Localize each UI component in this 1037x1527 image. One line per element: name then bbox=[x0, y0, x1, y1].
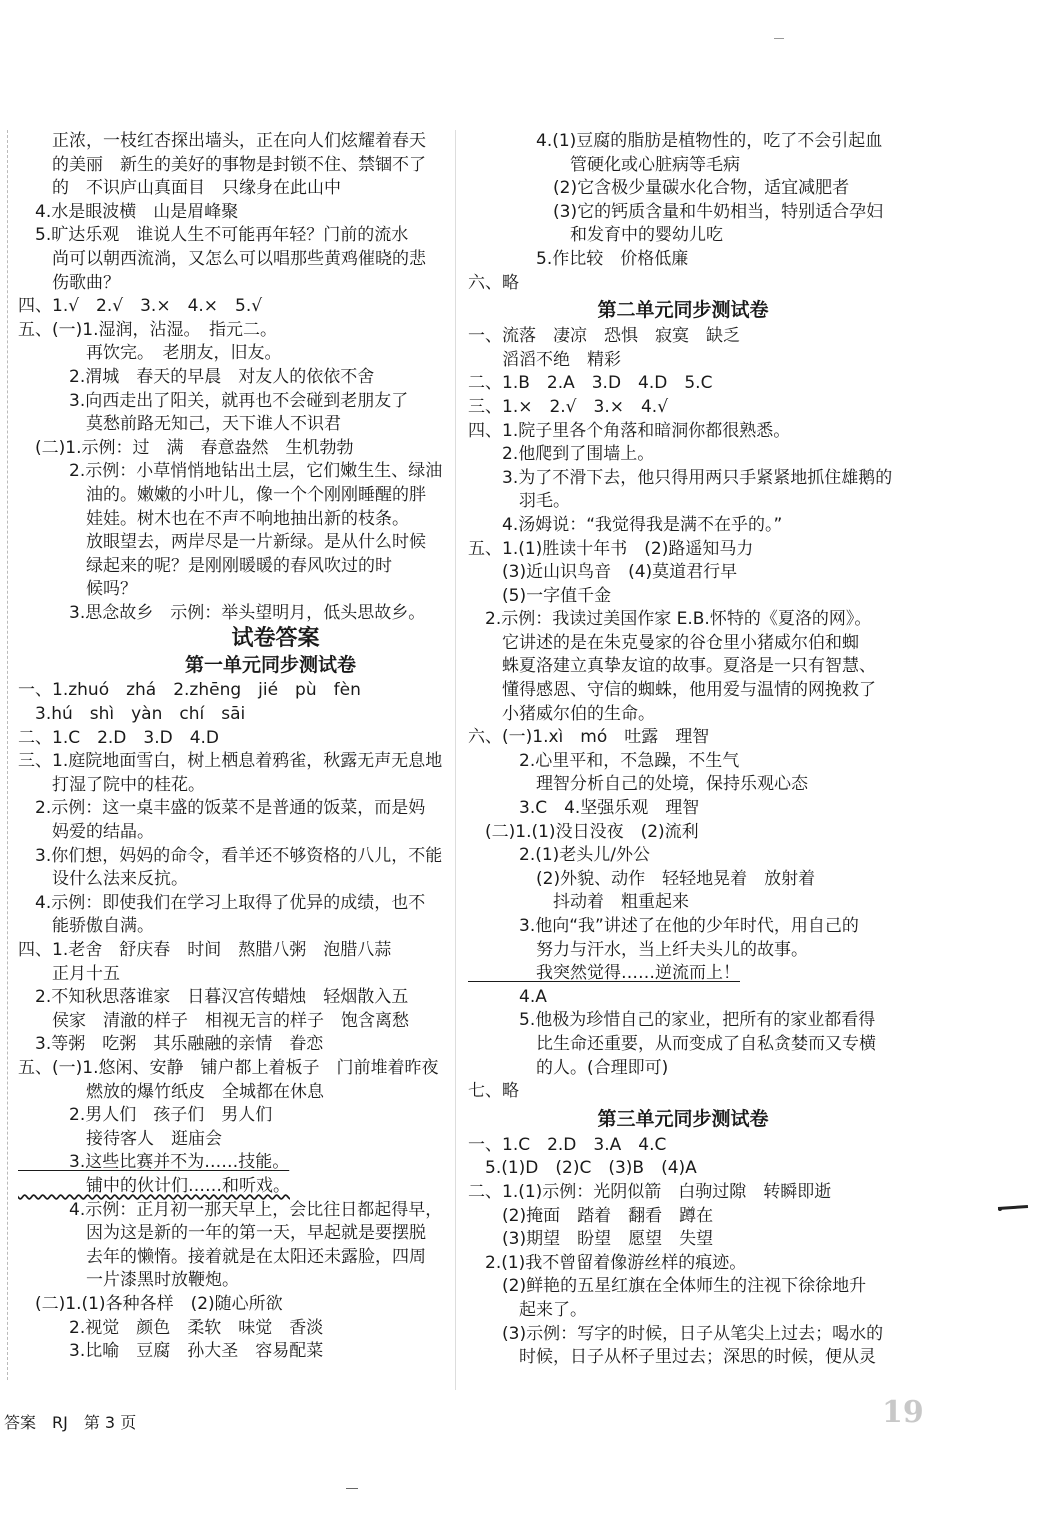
text-line: 2.(1)老头儿/外公 bbox=[468, 845, 651, 866]
wavy-underlined-line: 铺中的伙计们……和听戏。 bbox=[18, 1175, 290, 1196]
left-column bbox=[18, 130, 443, 1364]
text-line: 3.C 4.坚强乐观 理智 bbox=[468, 798, 700, 819]
text-line: 比生命还重要，从而变成了自私贪婪而又专横 bbox=[468, 1033, 876, 1054]
text-line: 去年的懒惰。接着就是在太阳还未露脸，四周 bbox=[18, 1246, 426, 1267]
text-line: (2)外貌、动作 轻轻地晃着 放射着 bbox=[468, 868, 816, 889]
text-line: (2)它含极少量碳水化合物，适宜减肥者 bbox=[468, 178, 850, 199]
text-line: (3)期望 盼望 愿望 失望 bbox=[468, 1229, 714, 1250]
text-line: 3.比喻 豆腐 孙大圣 容易配菜 bbox=[18, 1341, 324, 1362]
text-line: 2.示例：这一桌丰盛的饭菜不是普通的饭菜，而是妈 bbox=[18, 798, 426, 819]
underlined-line: 我突然觉得……逆流而上！ bbox=[468, 963, 740, 984]
text-line: 羽毛。 bbox=[468, 491, 570, 512]
text-line: 4.示例：正月初一那天早上，会比往日都起得早， bbox=[18, 1199, 443, 1220]
text-line: (二)1.(1)各种各样 (2)随心所欲 bbox=[18, 1293, 283, 1314]
text-line: 2.他爬到了围墙上。 bbox=[468, 444, 655, 465]
scan-mark bbox=[346, 1488, 358, 1489]
text-line: 三、1.庭院地面雪白，树上栖息着鸦雀，秋露无声无息地 bbox=[18, 751, 443, 772]
answers-title: 试卷答案 bbox=[231, 626, 320, 652]
text-line: 2.(1)我不曾留着像游丝样的痕迹。 bbox=[468, 1252, 747, 1273]
text-line: 一片漆黑时放鞭炮。 bbox=[18, 1270, 239, 1291]
text-line: 抖动着 粗重起来 bbox=[468, 892, 689, 913]
text-line: 因为这是新的一年的第一天，早起就是要摆脱 bbox=[18, 1223, 426, 1244]
text-line: 四、1.√ 2.√ 3.× 4.× 5.√ bbox=[18, 296, 263, 317]
text-line: 3.向西走出了阳关，就再也不会碰到老朋友了 bbox=[18, 390, 409, 411]
text-line: 2.示例：我读过美国作家 E.B.怀特的《夏洛的网》。 bbox=[468, 609, 872, 630]
text-line: 5.他极为珍惜自己的家业，把所有的家业都看得 bbox=[468, 1010, 876, 1031]
text-line: 五、(一)1.湿润，沾湿。 指元二。 bbox=[18, 319, 277, 340]
text-line: 二、1.B 2.A 3.D 4.D 5.C bbox=[468, 373, 713, 394]
text-line: 燃放的爆竹纸皮 全城都在休息 bbox=[18, 1081, 324, 1102]
text-line: 理智分析自己的处境，保持乐观心态 bbox=[468, 774, 808, 795]
text-line: 4.(1)豆腐的脂肪是植物性的，吃了不会引起血 bbox=[468, 131, 883, 151]
text-line: 2.视觉 颜色 柔软 味觉 香淡 bbox=[18, 1317, 324, 1338]
text-line: (二)1.示例：过 满 春意盎然 生机勃勃 bbox=[18, 437, 354, 458]
text-line: 侯家 清澈的样子 相视无言的样子 饱含离愁 bbox=[18, 1010, 409, 1031]
text-line: 三、1.× 2.√ 3.× 4.√ bbox=[468, 396, 669, 417]
text-line: 3.为了不滑下去，他只得用两只手紧紧地抓住雄鹅的 bbox=[468, 467, 893, 488]
text-line: (2)鲜艳的五星红旗在全体师生的注视下徐徐地升 bbox=[468, 1276, 867, 1297]
text-line: (5)一字值千金 bbox=[468, 585, 612, 606]
text-line: 的美丽 新生的美好的事物是封锁不住、禁锢不了 bbox=[18, 154, 426, 175]
text-line: 接待客人 逛庙会 bbox=[18, 1128, 222, 1149]
text-line: (二)1.(1)没日没夜 (2)流利 bbox=[468, 821, 699, 842]
text-line: 3.hú shì yàn chí sāi bbox=[18, 704, 246, 725]
text-line: 3.他向“我”讲述了在他的少年时代，用自己的 bbox=[468, 916, 859, 936]
text-line: 再饮完。 老朋友，旧友。 bbox=[18, 343, 282, 364]
column-divider bbox=[455, 130, 456, 1390]
margin-rule bbox=[7, 130, 8, 1380]
text-line: 正浓，一枝红杏探出墙头，正在向人们炫耀着春天 bbox=[18, 131, 426, 151]
text-line: 七、略 bbox=[468, 1081, 519, 1102]
text-line: 4.水是眼波横 山是眉峰聚 bbox=[18, 201, 239, 222]
text-line: 候吗？ bbox=[18, 579, 137, 600]
text-line: 4.汤姆说：“我觉得我是满不在乎的。” bbox=[468, 514, 783, 535]
text-line: 2.示例：小草悄悄地钻出土层，它们嫩生生、绿油 bbox=[18, 461, 443, 482]
text-line: 六、(一)1.xì mó 吐露 理智 bbox=[468, 727, 710, 748]
text-line: 2.不知秋思落谁家 日暮汉宫传蜡烛 轻烟散入五 bbox=[18, 987, 409, 1008]
text-line: 滔滔不绝 精彩 bbox=[468, 349, 621, 370]
text-line: 五、1.(1)胜读十年书 (2)路遥知马力 bbox=[468, 538, 754, 559]
text-line: 一、流落 凄凉 恐惧 寂寞 缺乏 bbox=[468, 326, 740, 347]
text-line: 的人。(合理即可) bbox=[468, 1057, 669, 1078]
text-line: 它讲述的是在朱克曼家的谷仓里小猪威尔伯和蜘 bbox=[468, 632, 859, 653]
text-line: 2.男人们 孩子们 男人们 bbox=[18, 1105, 273, 1126]
text-line: 3.思念故乡 示例：举头望明月，低头思故乡。 bbox=[18, 602, 426, 623]
text-line: 懂得感恩、守信的蜘蛛，他用爱与温情的网挽救了 bbox=[468, 680, 876, 701]
text-line: 蛛夏洛建立真挚友谊的故事。夏洛是一只有智慧、 bbox=[468, 656, 876, 677]
text-line: 能骄傲自满。 bbox=[18, 916, 154, 937]
text-line: 五、(一)1.悠闲、安静 铺户都上着板子 门前堆着昨夜 bbox=[18, 1057, 439, 1078]
text-line: 5.作比较 价格低廉 bbox=[468, 248, 689, 269]
text-line: 2.心里平和，不急躁，不生气 bbox=[468, 750, 740, 771]
text-line: 和发育中的婴幼儿吃 bbox=[468, 225, 723, 246]
text-line: 4.A bbox=[468, 986, 547, 1007]
text-line: 伤歌曲？ bbox=[18, 272, 120, 293]
text-line: 5.旷达乐观 谁说人生不可能再年轻？门前的流水 bbox=[18, 225, 409, 246]
text-line: 起来了。 bbox=[468, 1299, 587, 1320]
text-line: 3.你们想，妈妈的命令，看羊还不够资格的八儿，不能 bbox=[18, 845, 443, 866]
text-line: 3.等粥 吃粥 其乐融融的亲情 眷恋 bbox=[18, 1034, 324, 1055]
page-number: 19 bbox=[882, 1395, 924, 1430]
text-line: 四、1.院子里各个角落和暗洞你都很熟悉。 bbox=[468, 420, 791, 441]
text-line: (3)示例：写字的时候，日子从笔尖上过去；喝水的 bbox=[468, 1323, 884, 1344]
text-line: 娃娃。树木也在不声不响地抽出新的枝条。 bbox=[18, 508, 409, 529]
text-line: 油的。嫩嫩的小叶儿，像一个个刚刚睡醒的胖 bbox=[18, 484, 426, 505]
text-line: 四、1.老舍 舒庆春 时间 熬腊八粥 泡腊八蒜 bbox=[18, 940, 392, 960]
text-line: 二、1.(1)示例：光阴似箭 白驹过隙 转瞬即逝 bbox=[468, 1181, 832, 1202]
underlined-line: 3.这些比赛并不为……技能。 bbox=[18, 1152, 290, 1173]
text-line: 尚可以朝西流淌，又怎么可以唱那些黄鸡催晓的悲 bbox=[18, 248, 426, 269]
text-line: 莫愁前路无知己，天下谁人不识君 bbox=[18, 414, 341, 435]
page-footer: 答案 RJ 第 3 页 bbox=[4, 1413, 137, 1432]
text-line: 一、1.C 2.D 3.A 4.C bbox=[468, 1134, 667, 1155]
scan-mark bbox=[774, 38, 784, 39]
pen-dot bbox=[998, 1207, 1002, 1211]
text-line: 努力与汗水，当上纤夫头儿的故事。 bbox=[468, 939, 808, 960]
text-line: 一、1.zhuó zhá 2.zhēng jié pù fèn bbox=[18, 680, 361, 701]
text-line: 绿起来的呢？是刚刚暖暖的春风吹过的时 bbox=[18, 555, 392, 576]
text-line: 5.(1)D (2)C (3)B (4)A bbox=[468, 1158, 697, 1179]
text-line: 的 不识庐山真面目 只缘身在此山中 bbox=[18, 178, 341, 199]
text-line: 六、略 bbox=[468, 272, 519, 293]
text-line: 放眼望去，两岸尽是一片新绿。是从什么时候 bbox=[18, 532, 426, 553]
text-line: 4.示例：即使我们在学习上取得了优异的成绩，也不 bbox=[18, 892, 426, 913]
pen-mark bbox=[998, 1205, 1028, 1210]
text-line: (2)掩面 踏着 翻看 蹲在 bbox=[468, 1205, 714, 1226]
text-line: 管硬化或心脏病等毛病 bbox=[468, 154, 740, 175]
text-line: 二、1.C 2.D 3.D 4.D bbox=[18, 727, 220, 748]
text-line: 设什么法来反抗。 bbox=[18, 869, 188, 890]
text-line: 小猪威尔伯的生命。 bbox=[468, 703, 655, 724]
text-line: 妈爱的结晶。 bbox=[18, 822, 154, 843]
section-heading-unit-2: 第二单元同步测试卷 bbox=[597, 299, 769, 322]
section-heading-unit-1: 第一单元同步测试卷 bbox=[184, 654, 356, 677]
text-line: (3)它的钙质含量和牛奶相当，特别适合孕妇 bbox=[468, 201, 884, 222]
right-column bbox=[468, 130, 898, 1370]
text-line: 2.渭城 春天的早晨 对友人的依依不舍 bbox=[18, 366, 375, 387]
text-line: (3)近山识鸟音 (4)莫道君行早 bbox=[468, 562, 738, 583]
text-line: 时候，日子从杯子里过去；深思的时候，便从灵 bbox=[468, 1347, 876, 1368]
text-line: 正月十五 bbox=[18, 963, 120, 984]
section-heading-unit-3: 第三单元同步测试卷 bbox=[597, 1107, 769, 1130]
text-line: 打湿了院中的桂花。 bbox=[18, 774, 205, 795]
